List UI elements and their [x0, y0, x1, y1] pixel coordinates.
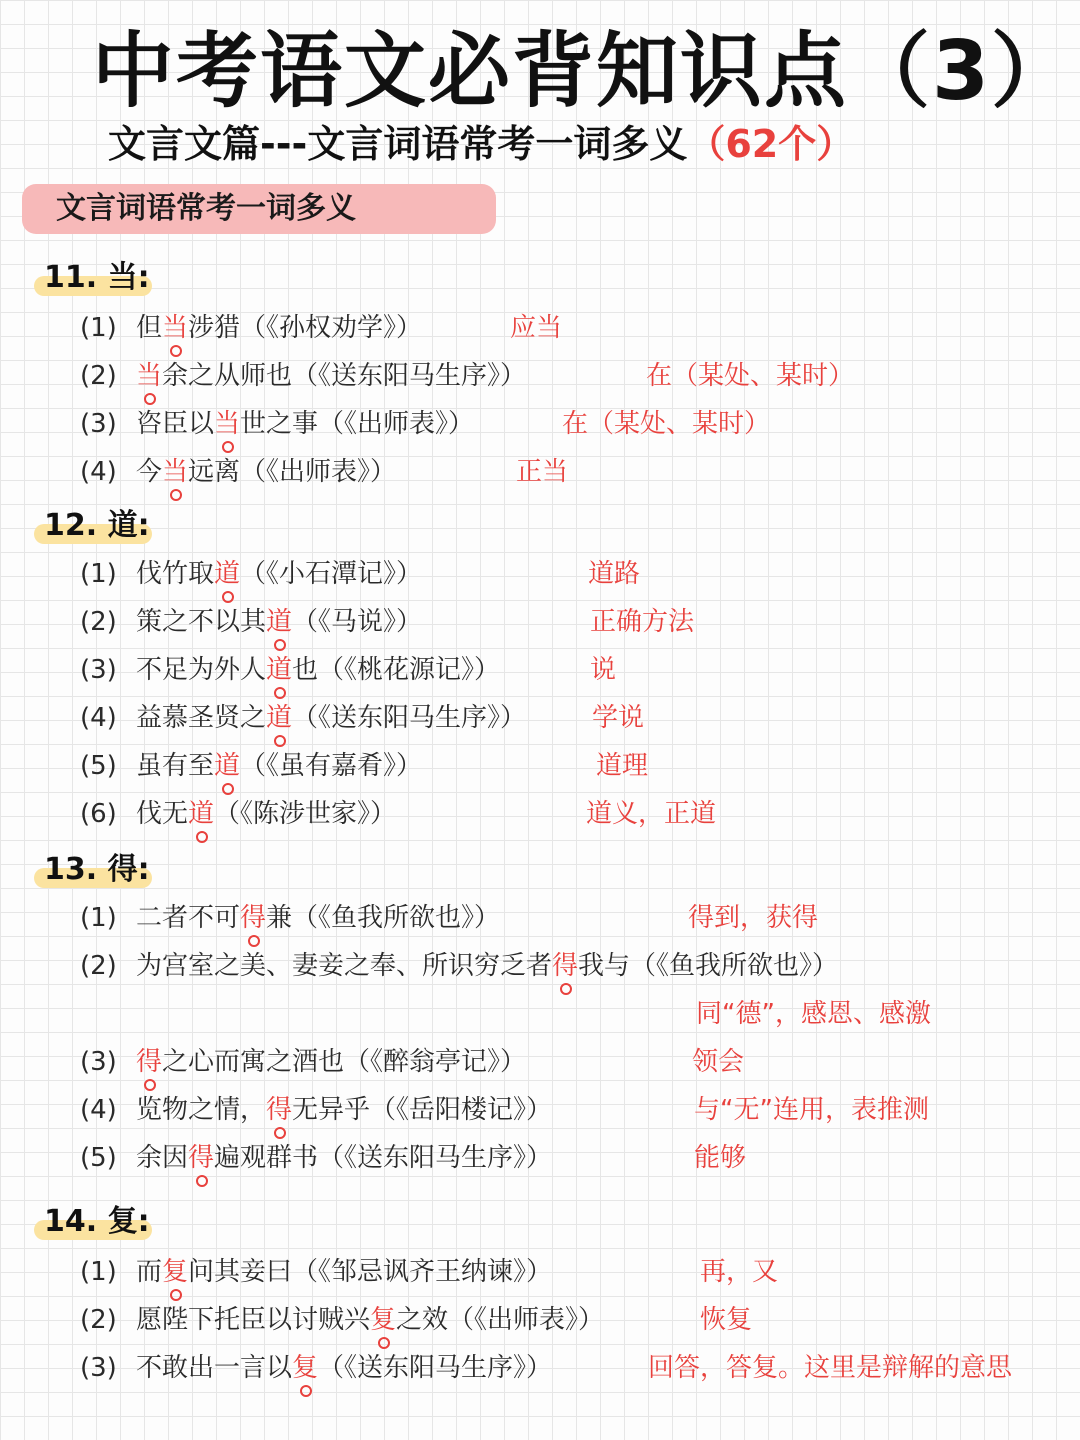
item-sentence — [136, 794, 396, 834]
sentence-post: （《马说》） — [292, 607, 423, 637]
list-item — [80, 1252, 1070, 1292]
list-item — [80, 946, 1070, 1042]
section-heading-text: 12. 道: — [44, 508, 150, 543]
list-item — [80, 1300, 1070, 1340]
item-meaning: 在（某处、某时） — [646, 361, 855, 391]
sentence-pre: 览物之情， — [136, 1095, 267, 1125]
sentence-pre: 咨臣以 — [136, 409, 215, 439]
item-meaning: 道义，正道 — [586, 799, 717, 829]
item-number: (3) — [80, 655, 117, 685]
item-number: (2) — [80, 361, 117, 391]
keyword: 当 — [136, 356, 162, 396]
sentence-pre: 益慕圣贤之 — [136, 703, 267, 733]
item-meaning: 正确方法 — [590, 607, 695, 637]
sentence-pre: 愿陛下托臣以讨贼兴 — [136, 1305, 371, 1335]
sentence-pre: 余因 — [136, 1143, 189, 1173]
sentence-pre: 策之不以其 — [136, 607, 267, 637]
item-meaning: 正当 — [516, 457, 569, 487]
topic-banner — [22, 184, 496, 234]
keyword: 道 — [188, 794, 214, 834]
item-number: (2) — [80, 1305, 117, 1335]
list-item — [80, 746, 1070, 786]
item-sentence — [136, 898, 500, 938]
sentence-pre: 伐竹取 — [136, 559, 215, 589]
item-number: (3) — [80, 1353, 117, 1383]
item-sentence — [136, 946, 838, 986]
item-meaning: 应当 — [510, 313, 563, 343]
sentence-post: 世之事（《出师表》） — [240, 409, 475, 439]
list-item — [80, 452, 1070, 492]
item-sentence — [136, 356, 526, 396]
item-sentence — [136, 1138, 552, 1178]
section-heading-11 — [34, 256, 234, 300]
keyword: 得 — [136, 1042, 162, 1082]
keyword: 复 — [292, 1348, 318, 1388]
item-sentence — [136, 1090, 552, 1130]
keyword: 复 — [370, 1300, 396, 1340]
item-sentence — [136, 554, 422, 594]
item-number: (3) — [80, 409, 117, 439]
list-item — [80, 308, 1070, 348]
item-meaning: 在（某处、某时） — [562, 409, 771, 439]
sentence-post: （《小石潭记》） — [240, 559, 423, 589]
sentence-pre: 伐无 — [136, 799, 189, 829]
list-item — [80, 554, 1070, 594]
keyword: 道 — [266, 650, 292, 690]
page-title: 中考语文必背知识点（3） — [92, 24, 1076, 119]
list-item — [80, 794, 1070, 834]
sentence-post: （《送东阳马生序》） — [292, 703, 527, 733]
list-item — [80, 1042, 1070, 1082]
keyword: 道 — [214, 554, 240, 594]
section-heading-text: 14. 复: — [44, 1204, 150, 1239]
list-item — [80, 602, 1070, 642]
item-sentence — [136, 698, 526, 738]
list-item — [80, 1138, 1070, 1178]
item-number: (4) — [80, 457, 117, 487]
keyword: 复 — [162, 1252, 188, 1292]
item-number: (1) — [80, 1257, 117, 1287]
item-number: (2) — [80, 951, 117, 981]
item-number: (4) — [80, 1095, 117, 1125]
keyword: 道 — [214, 746, 240, 786]
list-item — [80, 356, 1070, 396]
keyword: 得 — [188, 1138, 214, 1178]
sentence-post: 之心而寓之酒也（《醉翁亭记》） — [162, 1047, 527, 1077]
item-sentence — [136, 650, 500, 690]
item-sentence — [136, 452, 396, 492]
sentence-pre: 今 — [136, 457, 163, 487]
sentence-pre: 不敢出一言以 — [136, 1353, 293, 1383]
item-number: (4) — [80, 703, 117, 733]
sentence-post: （《虽有嘉肴》） — [240, 751, 423, 781]
subtitle-main: 文言文篇---文言词语常考一词多义 — [108, 122, 688, 166]
sentence-post: （《陈涉世家》） — [214, 799, 397, 829]
section-heading-text: 13. 得: — [44, 852, 150, 887]
sentence-pre: 二者不可 — [136, 903, 241, 933]
sentence-pre: 虽有至 — [136, 751, 215, 781]
section-heading-14 — [34, 1200, 234, 1244]
item-meaning: 道理 — [596, 751, 649, 781]
item-number: (1) — [80, 559, 117, 589]
keyword: 道 — [266, 698, 292, 738]
item-number: (1) — [80, 903, 117, 933]
section-heading-12 — [34, 504, 234, 548]
keyword: 得 — [266, 1090, 292, 1130]
item-number: (5) — [80, 1143, 117, 1173]
item-number: (1) — [80, 313, 117, 343]
sentence-post: 无异乎（《岳阳楼记》） — [292, 1095, 553, 1125]
section-heading-13 — [34, 848, 234, 892]
sentence-post: （《送东阳马生序》） — [318, 1353, 553, 1383]
keyword: 当 — [214, 404, 240, 444]
page-subtitle — [108, 116, 854, 172]
list-item — [80, 1090, 1070, 1130]
item-sentence — [136, 308, 422, 348]
sentence-post: 余之从师也（《送东阳马生序》） — [162, 361, 527, 391]
sentence-post: 远离（《出师表》） — [188, 457, 397, 487]
list-item — [80, 404, 1070, 444]
sentence-post: 兼（《鱼我所欲也》） — [266, 903, 501, 933]
item-number: (5) — [80, 751, 117, 781]
sentence-pre: 不足为外人 — [136, 655, 267, 685]
item-meaning: 与“无”连用，表推测 — [694, 1095, 929, 1125]
item-number: (3) — [80, 1047, 117, 1077]
item-meaning: 得到，获得 — [688, 903, 819, 933]
item-meaning: 同“德”，感恩、感激 — [696, 999, 931, 1029]
sentence-pre: 但 — [136, 313, 163, 343]
item-meaning: 领会 — [692, 1047, 745, 1077]
keyword: 当 — [162, 308, 188, 348]
item-sentence — [136, 746, 422, 786]
item-meaning: 回答，答复。这里是辩解的意思 — [648, 1353, 1013, 1383]
section-heading-text: 11. 当: — [44, 260, 150, 295]
sentence-post: 遍观群书（《送东阳马生序》） — [214, 1143, 553, 1173]
list-item — [80, 698, 1070, 738]
keyword: 得 — [240, 898, 266, 938]
sentence-post: 也（《桃花源记》） — [292, 655, 501, 685]
item-meaning: 说 — [590, 655, 617, 685]
keyword: 当 — [162, 452, 188, 492]
list-item — [80, 650, 1070, 690]
item-meaning: 学说 — [592, 703, 645, 733]
sentence-pre: 而 — [136, 1257, 163, 1287]
list-item — [80, 1348, 1070, 1388]
item-meaning: 再，又 — [700, 1257, 779, 1287]
banner-label: 文言词语常考一词多义 — [56, 191, 356, 226]
item-meaning: 能够 — [694, 1143, 747, 1173]
item-number: (2) — [80, 607, 117, 637]
item-number: (6) — [80, 799, 117, 829]
subtitle-count: （62个） — [687, 122, 855, 166]
sentence-post: 问其妾曰（《邹忌讽齐王纳谏》） — [188, 1257, 553, 1287]
item-sentence — [136, 1300, 604, 1340]
sentence-post: 之效（《出师表》） — [396, 1305, 605, 1335]
sentence-post: 我与（《鱼我所欲也》） — [578, 951, 839, 981]
keyword: 道 — [266, 602, 292, 642]
item-sentence — [136, 1348, 552, 1388]
item-sentence — [136, 1042, 526, 1082]
list-item — [80, 898, 1070, 938]
item-meaning: 恢复 — [700, 1305, 753, 1335]
keyword: 得 — [552, 946, 578, 986]
item-sentence — [136, 602, 422, 642]
item-meaning: 道路 — [588, 559, 641, 589]
item-sentence — [136, 1252, 552, 1292]
sentence-pre: 为宫室之美、妻妾之奉、所识穷乏者 — [136, 951, 553, 981]
item-sentence — [136, 404, 474, 444]
sentence-post: 涉猎（《孙权劝学》） — [188, 313, 423, 343]
